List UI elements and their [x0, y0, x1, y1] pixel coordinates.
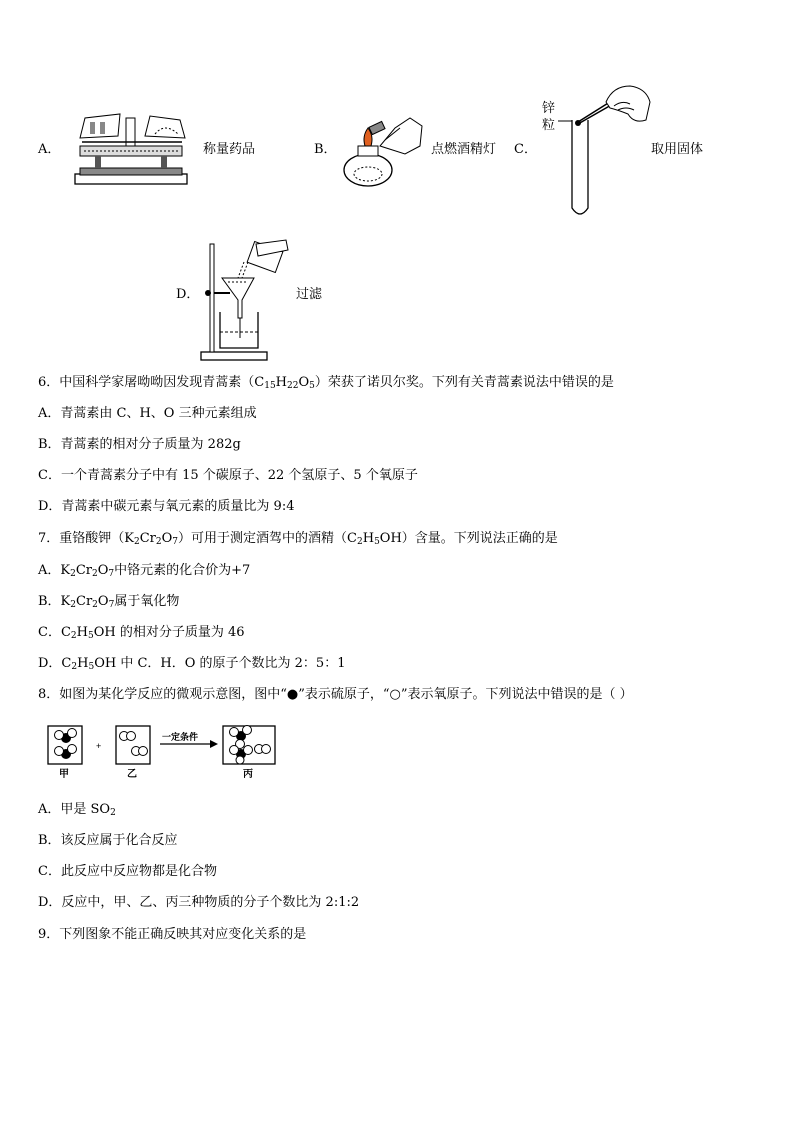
option-b-letter: B．: [314, 142, 337, 157]
alcohol-lamp-icon: [340, 106, 430, 190]
q7-option-b: B．$K_2Cr_2O_7$属于氧化物: [38, 594, 180, 610]
option-c-caption: 取用固体: [651, 142, 704, 157]
q6-option-b: B．青蒿素的相对分子质量为 282g: [38, 437, 241, 452]
option-d-caption: 过滤: [296, 287, 323, 302]
o2-molecule: [255, 745, 271, 754]
q8-stem: 8．如图为某化学反应的微观示意图，图中“●”表示硫原子，“○”表示氧原子。下列说法中错误的是（ ）: [38, 687, 633, 702]
q8-option-a: A．甲是 $SO_2$: [38, 802, 116, 818]
filtration-apparatus-icon: [198, 238, 294, 364]
plus-sign: +: [96, 741, 102, 751]
condition-label: 一定条件: [162, 733, 199, 743]
q7-option-c: C．$C_2H_5OH$ 的相对分子质量为 46: [38, 625, 245, 641]
q8-option-c: C．此反应中反应物都是化合物: [38, 864, 217, 879]
tube-label-particle: 粒: [542, 118, 556, 133]
option-c-letter: C．: [514, 142, 537, 157]
q7-stem: 7．重铬酸钾$(K_2Cr_2O_7)$可用于测定酒驾中的酒精$(C_2H_5OH)$含量。下列说法正确的是: [38, 531, 558, 547]
q6-option-a: A．青蒿素由 C、H、O 三种元素组成: [38, 406, 257, 421]
q8-option-d: D．反应中，甲、乙、丙三种物质的分子个数比为 2:1:2: [38, 895, 360, 910]
label-yi: 乙: [127, 769, 137, 780]
q8-option-b: B．该反应属于化合反应: [38, 833, 178, 848]
o2-molecule: [120, 732, 136, 741]
q7-option-a: A．$K_2Cr_2O_7$中铬元素的化合价为+7: [38, 563, 251, 579]
q9-stem: 9．下列图象不能正确反映其对应变化关系的是: [38, 927, 307, 942]
test-tube-tweezers-icon: [558, 80, 658, 222]
o2-molecule: [132, 747, 148, 756]
reaction-diagram: [48, 722, 280, 780]
q7-option-d: D．$C_2H_5OH$ 中 C．H．O 的原子个数比为 2：5：1: [38, 656, 346, 672]
option-a-letter: A．: [38, 142, 61, 157]
option-a-caption: 称量药品: [203, 142, 256, 157]
option-d-letter: D．: [176, 287, 200, 302]
balance-icon: [70, 108, 195, 186]
q6-option-c: C．一个青蒿素分子中有 15 个碳原子、22 个氢原子、5 个氧原子: [38, 468, 418, 483]
label-jia: 甲: [59, 769, 69, 780]
q6-stem: 6．中国科学家屠呦呦因发现青蒿素$(C_{15}H_{22}O_5)$荣获了诺贝尔奖。下列有关青蒿素说法中错误的是: [38, 375, 614, 391]
tube-label-zinc: 锌: [542, 101, 556, 116]
q6-option-d: D．青蒿素中碳元素与氧元素的质量比为 9:4: [38, 499, 295, 514]
label-bing: 丙: [243, 769, 253, 780]
option-b-caption: 点燃酒精灯: [431, 142, 497, 157]
